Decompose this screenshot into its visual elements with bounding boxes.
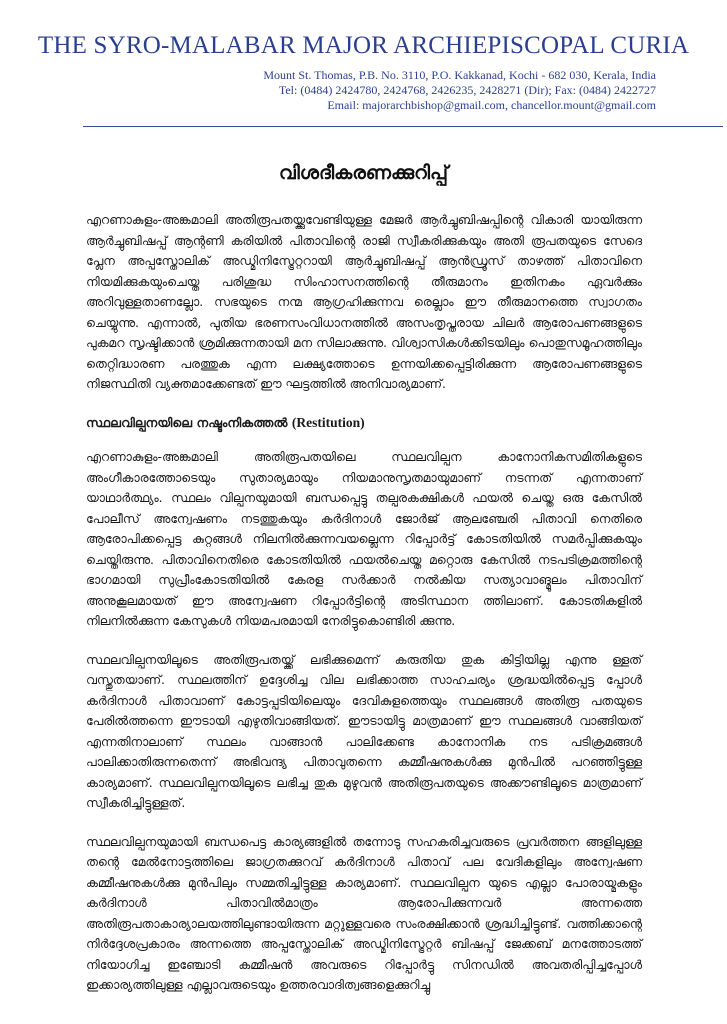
section-heading-english: (Restitution): [291, 414, 365, 430]
document-title: വിശദീകരണക്കുറിപ്പ്: [278, 162, 449, 184]
section-heading-malayalam: സ്ഥലവില്പനയിലെ നഷ്ടംനികത്തൽ: [86, 414, 288, 430]
letterhead: [0, 30, 727, 62]
email-line: Email: majorarchbishop@gmail.com, chancellor.mount@gmail.com: [327, 98, 656, 112]
paragraph-3: സ്ഥലവില്പനയിലൂടെ അതിരൂപതയ്ക്ക് ലഭിക്കുമെന്ന് കരുതിയ തുക കിട്ടിയില്ല എന്നു ള്ളത് വസ്തുതയാണ്. സ്ഥലത്തിന് ഉദ്ദേശിച്ച വില ലഭിക്കാത്ത സാഹചര്യം ശ്രദ്ധയിൽപ്പെട്ട പ്പോൾ കർദിനാൾ പിതാവാണ് കോട്ടപ്പടിയിലെയും ദേവികുളത്തെയും സ്ഥലങ്ങൾ അതിരൂ പതയുടെ പേരിൽത്തന്നെ ഈടായി എഴുതിവാങ്ങിയത്. ഈടായിട്ടു മാത്രമാണ് ഈ സ്ഥലങ്ങൾ വാങ്ങിയത് എന്നതിനാലാണ് സ്ഥലം വാങ്ങാൻ പാലിക്കേണ്ട കാനോനിക നട പടിക്രമങ്ങൾ പാലിക്കാതിരുന്നതെന്ന് അഭിവന്ദ്യ പിതാവുതന്നെ കമ്മീഷനുകൾക്കു മുൻപിൽ പറഞ്ഞിട്ടുള്ള കാര്യമാണ്. സ്ഥലവില്പനയിലൂടെ ലഭിച്ച തുക മുഴുവൻ അതിരൂപതയുടെ അക്കൗണ്ടിലൂടെ മാത്രമാണ് സ്വീകരിച്ചിട്ടുള്ളത്.: [86, 651, 642, 810]
phone-line: Tel: (0484) 2424780, 2424768, 2426235, 2428271 (Dir); Fax: (0484) 2422727: [278, 83, 656, 97]
paragraph-4: സ്ഥലവില്പനയുമായി ബന്ധപെട്ട കാര്യങ്ങളിൽ തന്നോടു സഹകരിച്ചവരുടെ പ്രവർത്തന ങ്ങളിലുള്ള തന്റെ മേൽനോട്ടത്തിലെ ജാഗ്രതക്കുറവ് കർദിനാൾ പിതാവ് പല വേദികളിലും അന്വേഷണ കമ്മീഷനുകൾക്കു മുൻപിലും സമ്മതിച്ചിട്ടുള്ള കാര്യമാണ്. സ്ഥലവില്പന യുടെ എല്ലാ പോരായ്മകളും കർദിനാൾ പിതാവിൽമാത്രം ആരോപിക്കുന്നവർ അന്നത്തെ അതിരൂപതാകാര്യാലയത്തിലുണ്ടായിരുന്ന മറ്റുള്ളവരെ സംരക്ഷിക്കാൻ ശ്രദ്ധിച്ചിട്ടുണ്ട്. വത്തിക്കാന്റെ നിർദ്ദേശപ്രകാരം അന്നത്തെ അപ്പസ്തോലിക് അഡ്മിനിസ്ട്രേറ്റർ ബിഷപ്പ് ജേക്കബ് മനത്തോടത്ത് നിയോഗിച്ച ഇഞ്ചോടി കമ്മീഷൻ അവരുടെ റിപ്പോർട്ടു സിനഡിൽ അവതരിപ്പിച്ചപ്പോൾ ഇക്കാര്യത്തിലുള്ള എല്ലാവരുടെയും ഉത്തരവാദിത്വങ്ങളെക്കുറിച്ചു: [86, 833, 642, 992]
organization-name: THE SYRO-MALABAR MAJOR ARCHIEPISCOPAL CURIA: [37, 32, 690, 59]
document-body: [86, 210, 642, 1014]
paragraph-2: എറണാകുളം-അങ്കമാലി അതിരൂപതയിലെ സ്ഥലവില്പന കാനോനികസമിതികളുടെ അംഗീകാരത്തോടെയും സുതാര്യമായും നിയമാനുസൃതമായുമാണ് നടന്നത് എന്നതാണ് യാഥാർത്ഥ്യം. സ്ഥലം വില്പനയുമായി ബന്ധപ്പെട്ടു തല്പരകക്ഷികൾ ഫയൽ ചെയ്ത ഒരു കേസിൽ പോലീസ് അന്വേഷണം നടത്തുകയും കർദിനാൾ ജോർജ് ആലഞ്ചേരി പിതാവി നെതിരെ ആരോപിക്കപ്പെട്ട കുറ്റങ്ങൾ നിലനിൽക്കുന്നവയല്ലെന്ന റിപ്പോർട്ട് കോടതിയിൽ സമർപ്പിക്കുകയും ചെയ്തിരുന്നു. പിതാവിനെതിരെ കോടതിയിൽ ഫയൽചെയ്ത മറ്റൊരു കേസിൽ നടപടിക്രമത്തിന്റെ ഭാഗമായി സുപ്രീംകോടതിയിൽ കേരള സർക്കാർ നൽകിയ സത്യാവാങ്മൂലം പിതാവിന് അനുകൂലമായത് ഈ അന്വേഷണ റിപ്പോർട്ടിന്റെ അടിസ്ഥാന ത്തിലാണ്. കോടതികളിൽ നിലനിൽക്കുന്ന കേസുകൾ നിയമപരമായി നേരിട്ടുകൊണ്ടിരി ക്കുന്നു.: [86, 449, 642, 628]
letterhead-divider: [83, 126, 723, 127]
contact-block: [0, 68, 656, 113]
paragraph-1: എറണാകുളം-അങ്കമാലി അതിരൂപതയ്ക്കുവേണ്ടിയുള്ള മേജർ ആർച്ചുബിഷപ്പിന്റെ വികാരി യായിരുന്ന ആർച്ചുബിഷപ്പ് ആന്റണി കരിയിൽ പിതാവിന്റെ രാജി സ്വീകരിക്കുകയും അതി രൂപതയുടെ സേദെ പ്ലേന അപ്പസ്തോലിക് അഡ്മിനിസ്ട്രേറ്ററായി ആർച്ചുബിഷപ്പ് ആൻഡ്രൂസ് താഴത്ത് പിതാവിനെ നിയമിക്കുകയുംചെയ്ത പരിശുദ്ധ സിംഹാസനത്തിന്റെ തീരുമാനം ഇതിനകം ഏവർക്കും അറിവുള്ളതാണല്ലോ. സഭയുടെ നന്മ ആഗ്രഹിക്കുന്നവ രെല്ലാം ഈ തീരുമാനത്തെ സ്വാഗതം ചെയ്യുന്നു. എന്നാൽ, പുതിയ ഭരണസംവിധാനത്തിൽ അസംതൃപ്തരായ ചിലർ ആരോപണങ്ങളുടെ പുകമറ സൃഷ്ടിക്കാൻ ശ്രമിക്കുന്നതായി മന സിലാക്കുന്നു. വിശ്വാസികൾക്കിടയിലും പൊതുസമൂഹത്തിലും തെറ്റിദ്ധാരണ പരത്തുക എന്ന ലക്ഷ്യത്തോടെ ഉന്നയിക്കപ്പെട്ടിരിക്കുന്ന ആരോപണങ്ങളുടെ നിജസ്ഥിതി വ്യക്തമാക്കേണ്ടത് ഈ ഘട്ടത്തിൽ അനിവാര്യമാണ്.: [86, 212, 642, 391]
address-line: Mount St. Thomas, P.B. No. 3110, P.O. Kakkanad, Kochi - 682 030, Kerala, India: [263, 68, 656, 82]
section-heading: [86, 413, 642, 434]
